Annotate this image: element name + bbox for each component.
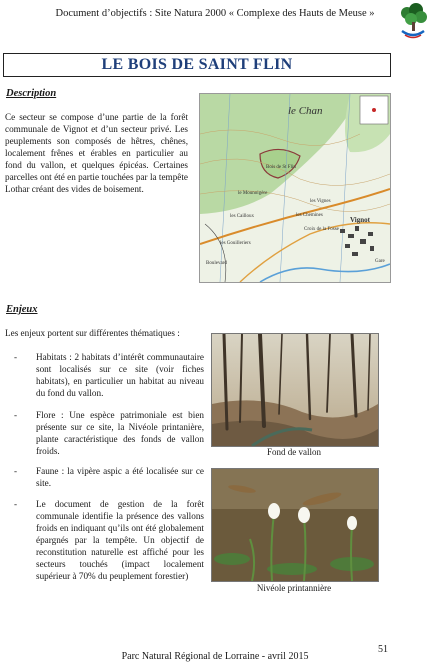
bullet-dash: - [14, 352, 18, 362]
description-heading: Description [6, 88, 57, 99]
enjeux-intro: Les enjeux portent sur différentes thématiques : [5, 328, 180, 338]
map-label-croix-fosse: Croix de la Fosse [304, 227, 339, 232]
page-number: 51 [378, 644, 388, 655]
enjeux-item-text: Habitats : 2 habitats d’intérêt communautaire sont localisés sur ce site (voir fiches habitats), en particulier un habitat au niveau du fond du vallon. [36, 352, 204, 398]
enjeux-item-text: Flore : Une espèce patrimoniale est bien présente sur ce site, la Nivéole printanière, plante caractéristique des fonds de vallon froids. [36, 410, 204, 456]
bullet-dash: - [14, 499, 18, 509]
map-label-cailloux: les Cailloux [230, 214, 255, 219]
photo-fond-de-vallon [211, 333, 379, 447]
page-header: Document d’objectifs : Site Natura 2000 « Complexe des Hauts de Meuse » [55, 8, 375, 19]
photo-niveole [211, 468, 379, 582]
park-logo-icon [397, 2, 429, 40]
map-label-mounoigere: le Mounoigère [238, 191, 268, 196]
page-title: LE BOIS DE SAINT FLIN [3, 53, 391, 77]
forest-valley-image [212, 334, 378, 446]
photo-caption-niveole: Nivéole printannière [256, 583, 332, 593]
page-footer: Parc Natural Régional de Lorraine - avril 2015 [121, 651, 309, 662]
bullet-dash: - [14, 466, 18, 476]
enjeux-item-text: Faune : la vipère aspic a été localisée sur ce site. [36, 466, 204, 488]
map-label-bois-st-flin: Bois de St Flin [266, 165, 296, 170]
snowflake-flower-image [212, 469, 378, 581]
map-label-gare: Gare [375, 259, 385, 264]
map-label-vignes: les Vignes [310, 199, 331, 204]
location-map [199, 93, 391, 283]
photo-caption-fond-de-vallon: Fond de vallon [267, 447, 321, 457]
enjeux-item-text: Le document de gestion de la forêt communale identifie la présence des vallons froids en indiquant qu’ils ont été globalement épargnés par la tempête. Un objectif de reconstitution naturelle est affiché pour les secteurs touchés (impact localement supérieur à 70% du peuplement forestier) [36, 499, 204, 581]
map-label-gouilleriers: les Gouilleriers [220, 241, 251, 246]
enjeux-heading: Enjeux [6, 304, 38, 315]
map-label-vignot: Vignot [350, 216, 370, 224]
map-label-boulevard: Boulevard [206, 261, 227, 266]
map-label-le-chan: le Chan [288, 105, 323, 117]
topographic-map-image [200, 94, 390, 282]
description-text: Ce secteur se compose d’une partie de la forêt communale de Vignot et d’un secteur privé. Les peuplements son composés de hêtres, chênes, localement frênes et érables en particulier au fond du vallon, et quelques épicéas. Certaines parcelles ont été en partie touchées par la tempête Lothar créant des vides de boisement. [5, 112, 188, 194]
bullet-dash: - [14, 410, 18, 420]
map-label-chemines: les Chemines [296, 213, 323, 218]
